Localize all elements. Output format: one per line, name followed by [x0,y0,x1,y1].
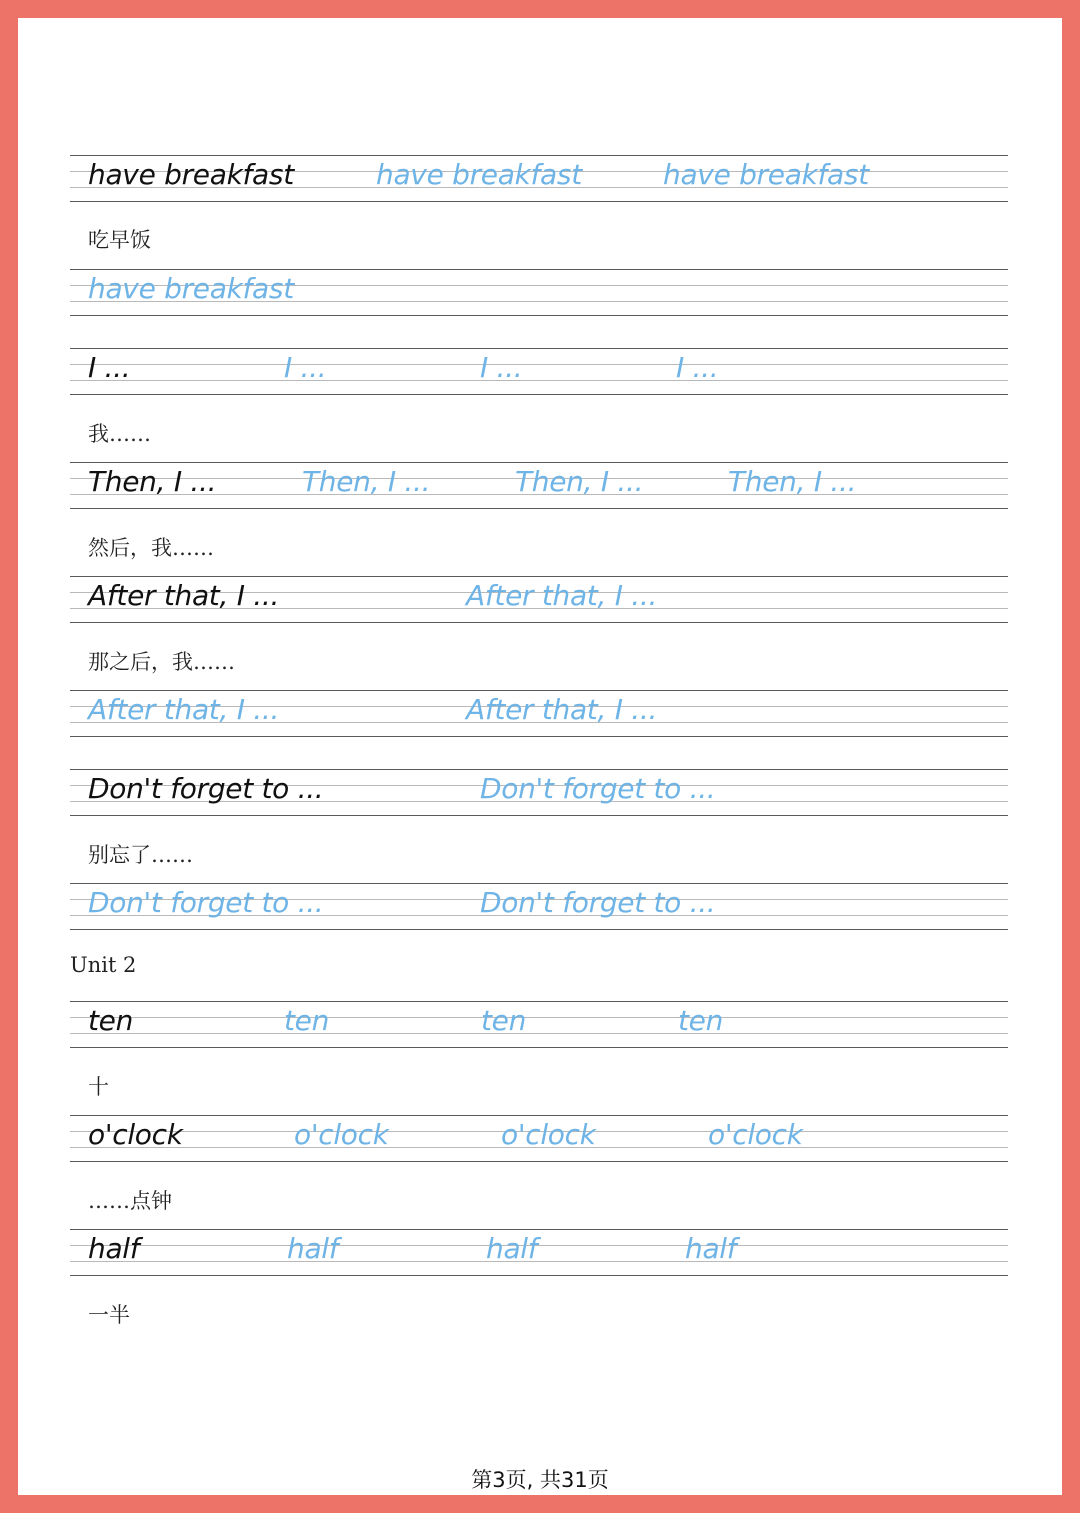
trace-word: ten [284,1004,330,1037]
model-word: have breakfast [88,158,294,191]
trace-word: ten [481,1004,527,1037]
meaning-half: 一半 [88,1303,130,1327]
meaning-oclock: ……点钟 [88,1189,172,1213]
meaning-ten: 十 [88,1075,109,1099]
meaning-then-i: 然后，我…… [88,536,214,560]
trace-word: half [287,1232,339,1265]
writing-band-half [70,1229,1008,1277]
trace-word: After that, I ... [466,579,658,612]
meaning-i: 我…… [88,422,151,446]
worksheet-page [18,18,1062,1495]
writing-band-trace-after-that [70,690,1008,738]
trace-word: have breakfast [376,158,582,191]
trace-word: ten [678,1004,724,1037]
model-word: After that, I ... [88,579,280,612]
writing-band-oclock [70,1115,1008,1163]
writing-band-trace-dont-forget [70,883,1008,931]
unit-heading: Unit 2 [70,953,137,977]
trace-word: Don't forget to ... [88,886,324,919]
writing-band-have-breakfast [70,155,1008,203]
trace-word: Don't forget to ... [480,772,716,805]
model-word: ten [88,1004,134,1037]
trace-word: Then, I ... [728,465,857,498]
trace-word: I ... [284,351,327,384]
writing-band-after-that [70,576,1008,624]
meaning-have-breakfast: 吃早饭 [88,228,151,252]
trace-word: I ... [480,351,523,384]
page-number: 第3页, 共31页 [471,1468,609,1492]
trace-word: Don't forget to ... [480,886,716,919]
trace-word: I ... [676,351,719,384]
trace-word: half [486,1232,538,1265]
trace-word: have breakfast [663,158,869,191]
trace-word: o'clock [708,1118,803,1151]
writing-band-ten [70,1001,1008,1049]
trace-word: have breakfast [88,272,294,305]
writing-band-dont-forget [70,769,1008,817]
trace-word: After that, I ... [466,693,658,726]
model-word: half [88,1232,140,1265]
model-word: I ... [88,351,131,384]
trace-word: o'clock [294,1118,389,1151]
trace-word: half [685,1232,737,1265]
trace-word: Then, I ... [302,465,431,498]
writing-band-i [70,348,1008,396]
writing-band-then-i [70,462,1008,510]
meaning-dont-forget: 别忘了…… [88,843,193,867]
model-word: Then, I ... [88,465,217,498]
writing-band-trace-have-breakfast [70,269,1008,317]
trace-word: o'clock [501,1118,596,1151]
model-word: Don't forget to ... [88,772,324,805]
trace-word: Then, I ... [515,465,644,498]
meaning-after-that: 那之后，我…… [88,650,235,674]
trace-word: After that, I ... [88,693,280,726]
model-word: o'clock [88,1118,183,1151]
